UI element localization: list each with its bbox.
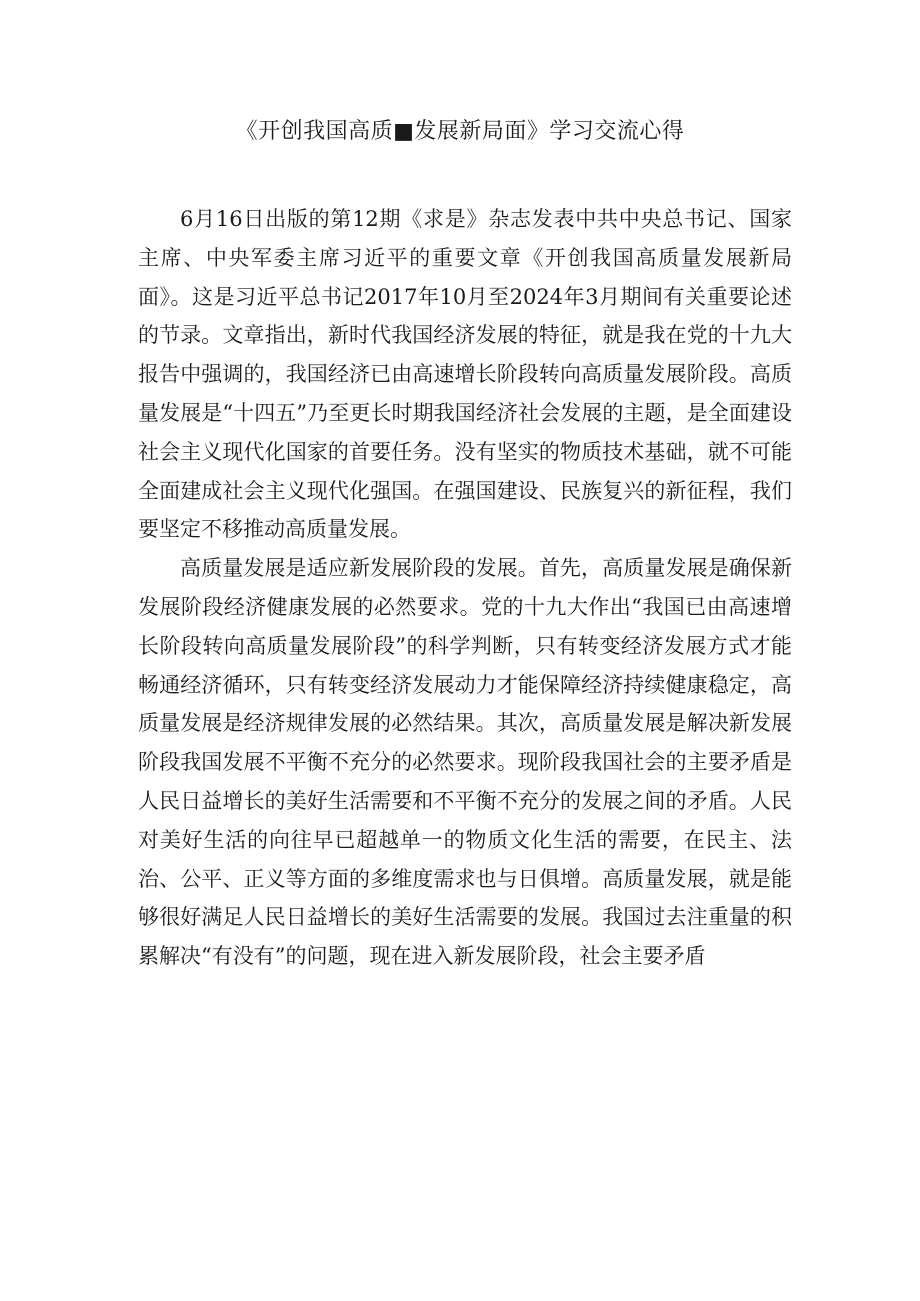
paragraph-2: 高质量发展是适应新发展阶段的发展。首先，高质量发展是确保新发展阶段经济健康发展的必然要求。党的十九大作出“我国已由高速增长阶段转向高质量发展阶段”的科学判断，只有转变经济发展方式才能畅通经济循环，只有转变经济发展动力才能保障经济持续健康稳定，高质量发展是经济规律发展的必然结果。其次，高质量发展是解决新发展阶段我国发展不平衡不充分的必然要求。现阶段我国社会的主要矛盾是人民日益增长的美好生活需要和不平衡不充分的发展之间的矛盾。人民对美好生活的向往早已超越单一的物质文化生活的需要，在民主、法治、公平、正义等方面的多维度需求也与日俱增。高质量发展，就是能够很好满足人民日益增长的美好生活需要的发展。我国过去注重量的积累解决“有没有”的问题，现在进入新发展阶段，社会主要矛盾 [138, 556, 792, 969]
document-body [138, 200, 792, 976]
document-title: 《开创我国高质■发展新局面》学习交流心得 [235, 119, 685, 144]
paragraph-1: 6月16日出版的第12期《求是》杂志发表中共中央总书记、国家主席、中央军委主席习近平的重要文章《开创我国高质量发展新局面》。这是习近平总书记2017年10月至2024年3月期间有关重要论述的节录。文章指出，新时代我国经济发展的特征，就是我在党的十九大报告中强调的，我国经济已由高速增长阶段转向高质量发展阶段。高质量发展是“十四五”乃至更长时期我国经济社会发展的主题，是全面建设社会主义现代化国家的首要任务。没有坚实的物质技术基础，就不可能全面建成社会主义现代化强国。在强国建设、民族复兴的新征程，我们要坚定不移推动高质量发展。 [138, 207, 792, 542]
